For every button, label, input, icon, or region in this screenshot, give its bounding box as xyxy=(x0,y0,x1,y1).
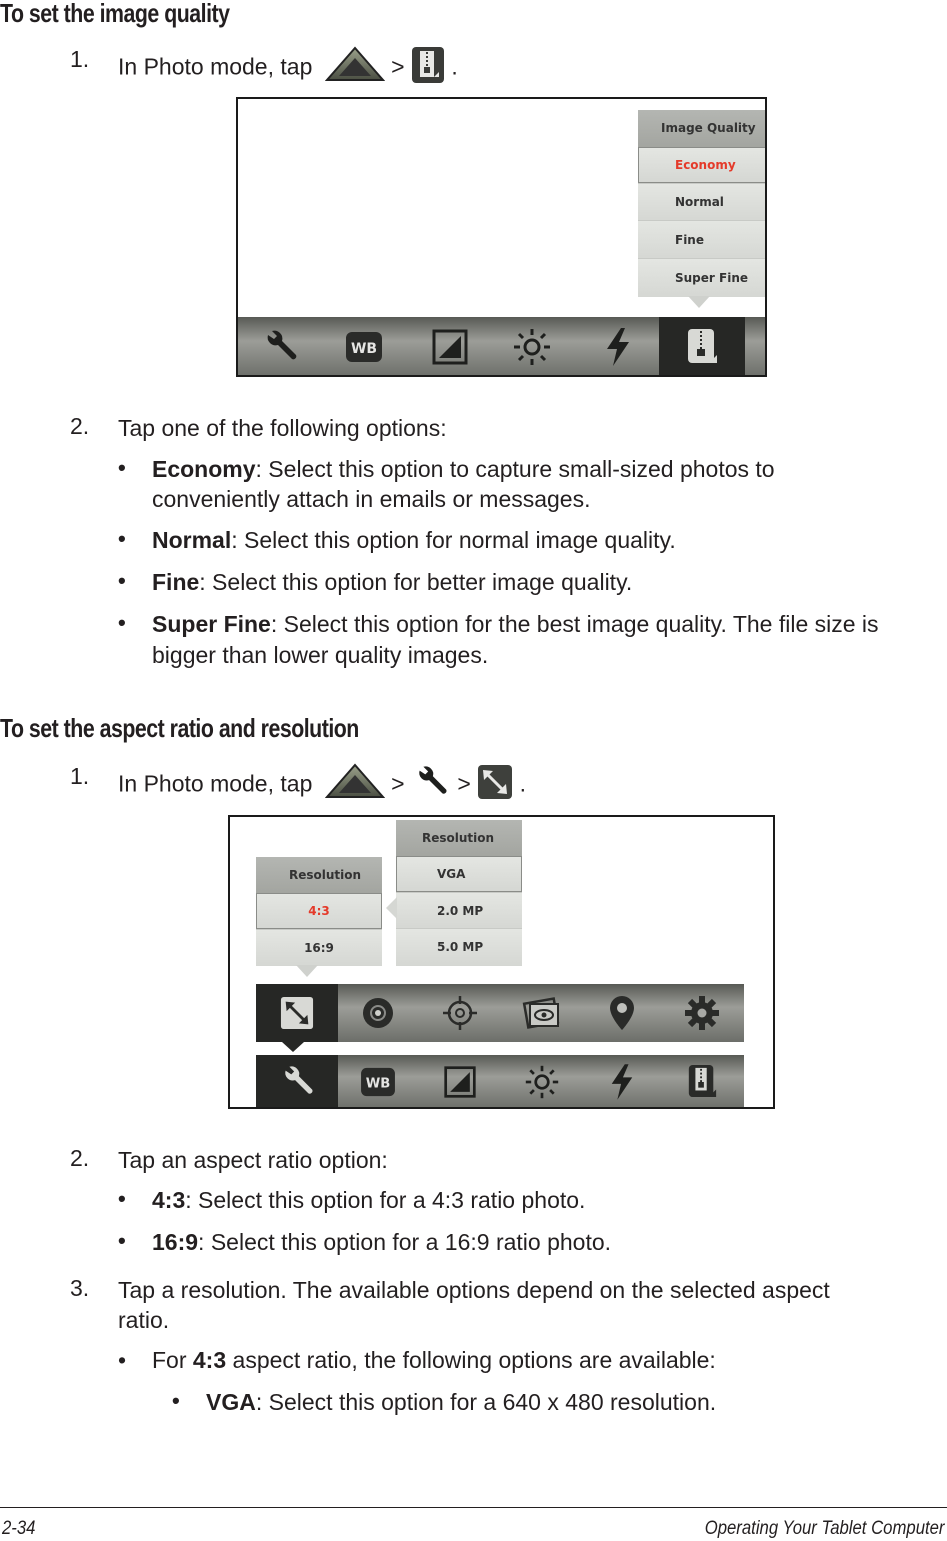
scene-icon[interactable] xyxy=(506,984,578,1042)
brightness-icon[interactable] xyxy=(496,317,568,377)
option-16-9 xyxy=(152,1227,611,1257)
step-3-text-continued: ratio. xyxy=(118,1307,170,1333)
brightness-icon[interactable] xyxy=(506,1055,578,1109)
image-quality-screenshot xyxy=(236,97,767,377)
option-term: 4:3 xyxy=(152,1187,186,1213)
menu-pointer xyxy=(688,296,710,308)
step-number: 1. xyxy=(70,46,90,72)
option-desc: : Select this option for normal image quality. xyxy=(231,527,676,553)
aspect-item-16-9[interactable]: 16:9 xyxy=(256,929,382,966)
svg-text:WB: WB xyxy=(350,341,378,357)
option-vga xyxy=(206,1387,716,1417)
page-number: 2-34 xyxy=(2,1518,36,1539)
option-term: 16:9 xyxy=(152,1229,199,1255)
period: . xyxy=(451,53,458,80)
quality-icon xyxy=(411,46,445,91)
step-text: In Photo mode, tap xyxy=(118,770,313,797)
resolution-menu-title: Resolution xyxy=(396,820,522,856)
exposure-icon[interactable] xyxy=(424,1055,496,1109)
menu-toggle-icon xyxy=(325,763,385,808)
option-4-3 xyxy=(152,1185,585,1215)
camera-toolbar xyxy=(238,317,765,377)
option-super-fine-continued: bigger than lower quality images. xyxy=(152,642,489,668)
resolution-item-2mp[interactable]: 2.0 MP xyxy=(396,892,522,929)
step-1-text xyxy=(118,763,526,808)
flash-icon[interactable] xyxy=(582,317,654,377)
option-economy-continued: conveniently attach in emails or messages. xyxy=(152,486,591,512)
wrench-icon[interactable] xyxy=(244,317,316,377)
sub-suffix: aspect ratio, the following options are available: xyxy=(226,1347,716,1373)
option-super-fine xyxy=(152,609,879,639)
resolution-item-5mp[interactable]: 5.0 MP xyxy=(396,928,522,966)
wb-icon[interactable] xyxy=(342,1055,414,1109)
option-term: Super Fine xyxy=(152,611,271,637)
option-desc: : Select this option for a 640 x 480 resolution. xyxy=(255,1389,717,1415)
option-normal xyxy=(152,525,676,555)
bullet: • xyxy=(118,610,126,635)
flash-icon[interactable] xyxy=(586,1055,658,1109)
settings-toolbar xyxy=(256,984,744,1042)
menu-toggle-icon xyxy=(325,46,385,91)
step-text: In Photo mode, tap xyxy=(118,53,313,80)
footer-rule xyxy=(0,1507,947,1508)
step-1-text xyxy=(118,46,458,91)
menu-item-fine[interactable]: Fine xyxy=(638,220,766,259)
step-3-text: Tap a resolution. The available options depend on the selected aspect xyxy=(118,1277,830,1303)
sub-prefix: For xyxy=(152,1347,193,1373)
step-2-text: Tap an aspect ratio option: xyxy=(118,1147,388,1173)
option-fine xyxy=(152,567,632,597)
bullet: • xyxy=(118,526,126,551)
step-number: 3. xyxy=(70,1275,90,1301)
separator: > xyxy=(457,770,471,797)
separator: > xyxy=(391,770,405,797)
aspect-ratio-screenshot xyxy=(228,815,775,1109)
wrench-icon xyxy=(411,763,451,808)
location-icon[interactable] xyxy=(586,984,658,1042)
aspect-item-4-3[interactable]: 4:3 xyxy=(256,893,382,929)
lens-icon[interactable] xyxy=(342,984,414,1042)
image-quality-menu-title: Image Quality xyxy=(638,110,766,147)
step-2-text: Tap one of the following options: xyxy=(118,415,447,441)
menu-item-economy[interactable]: Economy xyxy=(638,147,766,183)
option-desc: : Select this option for better image quality. xyxy=(199,569,633,595)
resize-icon[interactable] xyxy=(256,984,338,1042)
sub-option-4-3 xyxy=(152,1345,716,1375)
sub-term: 4:3 xyxy=(192,1347,227,1373)
option-desc: : Select this option for a 16:9 ratio photo. xyxy=(198,1229,612,1255)
crosshair-icon[interactable] xyxy=(424,984,496,1042)
aspect-menu-title: Resolution xyxy=(256,857,382,893)
separator: > xyxy=(391,53,405,80)
option-economy xyxy=(152,454,775,484)
bullet: • xyxy=(118,1228,126,1253)
bullet: • xyxy=(118,568,126,593)
camera-toolbar xyxy=(256,1055,744,1109)
section-heading-image-quality: To set the image quality xyxy=(0,0,230,28)
option-desc: : Select this option for the best image quality. The file size is xyxy=(270,611,879,637)
option-term: Economy xyxy=(152,456,256,482)
resize-icon xyxy=(477,764,513,807)
bullet: • xyxy=(172,1388,180,1413)
quality-icon[interactable] xyxy=(666,1055,738,1109)
step-number: 2. xyxy=(70,1145,90,1171)
bullet: • xyxy=(118,1186,126,1211)
footer-title: Operating Your Tablet Computer xyxy=(705,1518,945,1539)
option-desc: : Select this option for a 4:3 ratio photo. xyxy=(185,1187,586,1213)
quality-icon[interactable] xyxy=(659,317,745,377)
wb-icon[interactable] xyxy=(328,317,400,377)
bullet: • xyxy=(118,455,126,480)
svg-text:WB: WB xyxy=(365,1076,391,1092)
toolbar-pointer xyxy=(282,1042,304,1052)
option-term: VGA xyxy=(206,1389,256,1415)
section-heading-aspect-ratio: To set the aspect ratio and resolution xyxy=(0,713,359,743)
step-number: 1. xyxy=(70,763,90,789)
bullet: • xyxy=(118,1347,127,1373)
submenu-pointer xyxy=(386,897,397,919)
menu-item-normal[interactable]: Normal xyxy=(638,183,766,221)
settings-icon[interactable] xyxy=(666,984,738,1042)
step-number: 2. xyxy=(70,413,90,439)
wrench-icon[interactable] xyxy=(256,1055,338,1109)
period: . xyxy=(519,770,526,797)
exposure-icon[interactable] xyxy=(414,317,486,377)
option-term: Normal xyxy=(152,527,232,553)
option-desc: : Select this option to capture small-sized photos to xyxy=(255,456,775,482)
menu-pointer xyxy=(296,965,318,977)
menu-item-super-fine[interactable]: Super Fine xyxy=(638,258,766,297)
option-term: Fine xyxy=(152,569,200,595)
resolution-item-vga[interactable]: VGA xyxy=(396,856,522,892)
